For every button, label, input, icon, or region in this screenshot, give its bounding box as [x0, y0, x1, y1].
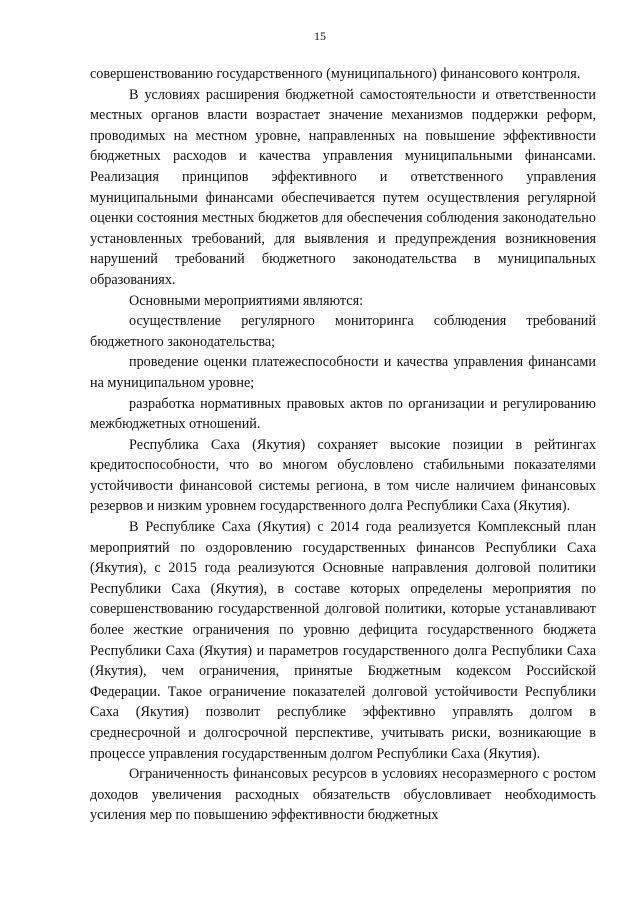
page-body	[90, 64, 596, 826]
paragraph-1: совершенствованию государственного (муниципального) финансового контроля.	[90, 66, 581, 82]
paragraph-9: Ограниченность финансовых ресурсов в условиях несоразмерного с ростом доходов увеличения расходных обязательств обусловливает необходимость усиления мер по повышению эффективности бюджетных	[90, 766, 596, 824]
paragraph-4: осуществление регулярного мониторинга соблюдения требований бюджетного законодательства;	[90, 313, 596, 350]
paragraph-7: Республика Саха (Якутия) сохраняет высокие позиции в рейтингах кредитоспособности, что во многом обусловлено стабильными показателями устойчивости финансовой системы региона, в том числе наличием финансовых резервов и низким уровнем государственного долга Республики Саха (Якутия).	[90, 436, 596, 515]
page-number: 15	[314, 29, 326, 43]
paragraph-8: В Республике Саха (Якутия) с 2014 года реализуется Комплексный план мероприятий по оздоровлению государственных финансов Республики Саха (Якутия), с 2015 года реализуются Основные направления долговой политики Республики Саха (Якутия), в составе которых определены мероприятия по совершенствованию государственной долговой политики, которые устанавливают более жесткие ограничения по уровню дефицита государственного бюджета Республики Саха (Якутия) и параметров государственного долга Республики Саха (Якутия), чем ограничения, принятые Бюджетным кодексом Российской Федерации. Такое ограничение показателей долговой устойчивости Республики Саха (Якутия) позволит республике эффективно управлять долгом в среднесрочной и долгосрочной перспективе, учитывать риски, возникающие в процессе управления государственным долгом Республики Саха (Якутия).	[90, 519, 596, 762]
paragraph-6: разработка нормативных правовых актов по организации и регулированию межбюджетных отношений.	[90, 395, 596, 433]
paragraph-3: Основными мероприятиями являются:	[129, 292, 364, 309]
paragraph-2: В условиях расширения бюджетной самостоятельности и ответственности местных органов власти возрастает значение механизмов поддержки реформ, проводимых на местном уровне, направленных на повышение эффективности бюджетных расходов и качества управления муниципальными финансами. Реализация принципов эффективного и ответственного управления муниципальными финансами обеспечивается путем осуществления регулярной оценки состояния местных бюджетов для обеспечения соблюдения законодательно установленных требований, для выявления и предупреждения возникновения нарушений требований бюджетного законодательства в муниципальных образованиях.	[90, 86, 596, 288]
paragraph-5: проведение оценки платежеспособности и качества управления финансами на муниципальном уровне;	[90, 354, 596, 391]
